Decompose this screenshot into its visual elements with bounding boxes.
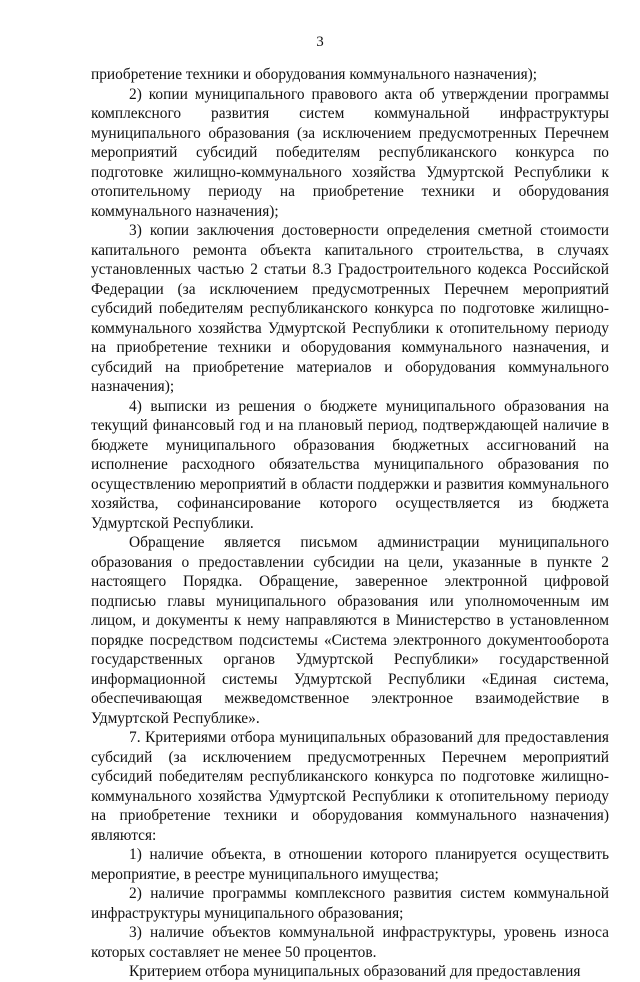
paragraph-section-7-criteria: 7. Критериями отбора муниципальных образований для предоставления субсидий (за исключением предусмотренных Перечнем мероприятий субсидий победителям республиканского конкурса по подготовке жилищно-коммунального хозяйства Удмуртской Республики к отопительному периоду на приобретение техники и оборудования коммунального назначения) являются: bbox=[91, 729, 609, 844]
paragraph-criterion-3: 3) наличие объектов коммунальной инфраструктуры, уровень износа которых составляет не менее 50 процентов. bbox=[91, 924, 609, 961]
paragraph-continuation: приобретение техники и оборудования коммунального назначения); bbox=[91, 66, 538, 83]
paragraph-item-4-budget-extract: 4) выписки из решения о бюджете муниципального образования на текущий финансовый год и на плановый период, подтверждающей наличие в бюджете муниципального образования бюджетных ассигнований на исполнение расходного обязательства муниципального образования по осуществлению мероприятий в области поддержки и развития коммунального хозяйства, софинансирование которого осуществляется из бюджета Удмуртской Республики. bbox=[91, 397, 609, 532]
document-body bbox=[91, 65, 609, 982]
paragraph-item-2-program-act: 2) копии муниципального правового акта об утверждении программы комплексного развития систем коммунальной инфраструктуры муниципального образования (за исключением предусмотренных Перечнем мероприятий субсидий победителям республиканского конкурса по подготовке жилищно-коммунального хозяйства Удмуртской Республики к отопительному периоду на приобретение техники и оборудования коммунального назначения); bbox=[91, 85, 609, 220]
paragraph-selection-criterion: Критерием отбора муниципальных образований для предоставления bbox=[129, 963, 581, 980]
paragraph-appeal: Обращение является письмом администрации муниципального образования о предоставлении субсидии на цели, указанные в пункте 2 настоящего Порядка. Обращение, заверенное электронной цифровой подписью главы муниципального образования или уполномоченным им лицом, и документы к нему направляются в Министерство в установленном порядке посредством подсистемы «Система электронного документооборота государственных органов Удмуртской Республики» государственной информационной системы Удмуртской Республики «Единая система, обеспечивающая межведомственное электронное взаимодействие в Удмуртской Республике». bbox=[91, 534, 609, 727]
paragraph-criterion-1: 1) наличие объекта, в отношении которого планируется осуществить мероприятие, в реестре муниципального имущества; bbox=[91, 846, 609, 883]
paragraph-criterion-2: 2) наличие программы комплексного развития систем коммунальной инфраструктуры муниципального образования; bbox=[91, 885, 609, 922]
page-number: 3 bbox=[316, 34, 324, 50]
paragraph-item-3-estimate-conclusion: 3) копии заключения достоверности определения сметной стоимости капитального ремонта объекта капитального строительства, в случаях установленных частью 2 статьи 8.3 Градостроительного кодекса Российской Федерации (за исключением предусмотренных Перечнем мероприятий субсидий победителям республиканского конкурса по подготовке жилищно-коммунального хозяйства Удмуртской Республики к отопительному периоду на приобретение техники и оборудования коммунального назначения, и субсидий на приобретение материалов и оборудования коммунального назначения); bbox=[91, 222, 609, 395]
